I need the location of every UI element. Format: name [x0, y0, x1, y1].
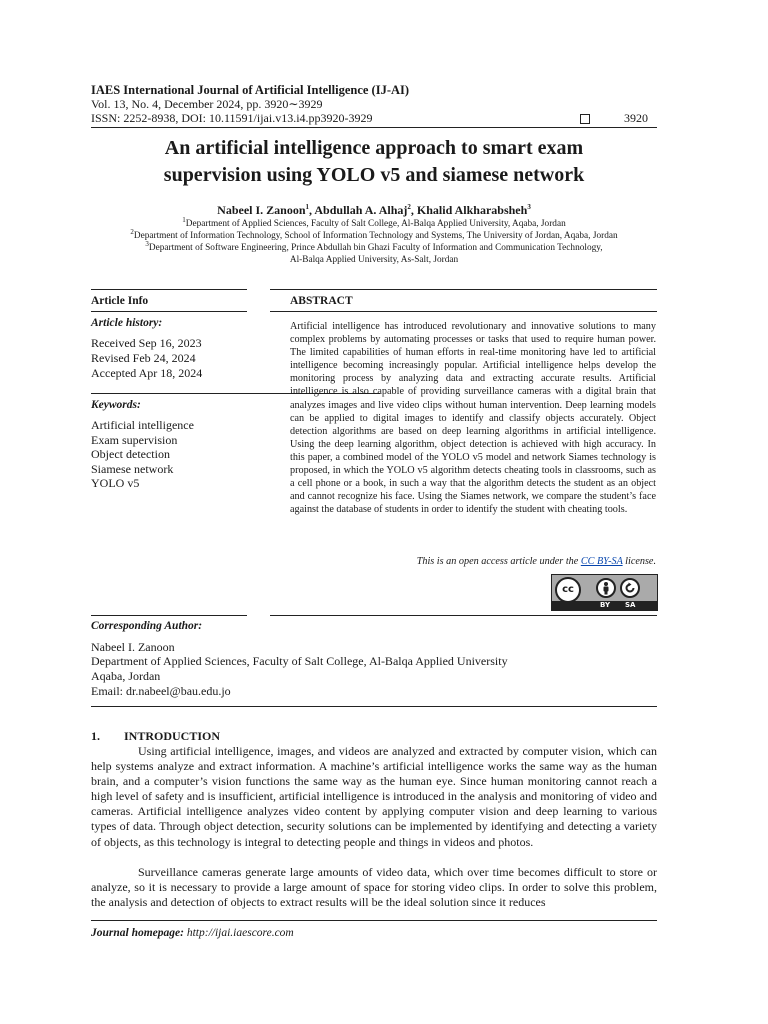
share-alike-icon: [620, 578, 640, 598]
keyword: Siamese network: [91, 462, 174, 476]
corresponding-name: Nabeel I. Zanoon: [91, 640, 175, 654]
corresponding-rule-right: [270, 615, 657, 616]
person-glyph: [598, 580, 614, 596]
affiliation-continued: Al-Balqa Applied University, As-Salt, Jordan: [289, 255, 459, 265]
homepage-link[interactable]: http://ijai.iaescore.com: [186, 927, 294, 939]
header-rule: [91, 127, 657, 128]
affiliation-sup: 2: [130, 227, 134, 236]
open-access-note: [290, 556, 656, 567]
corresponding-rule-left: [91, 615, 247, 616]
title-line-1: An artificial intelligence approach to smart exam: [164, 137, 584, 159]
abstract-heading-rule: [270, 311, 657, 312]
abstract-top-rule: [270, 289, 657, 290]
affiliation-text: Department of Applied Sciences, Faculty of Salt College, Al-Balqa Applied University, Aqaba, Jordan: [185, 219, 566, 229]
corresponding-dept: Department of Applied Sciences, Faculty of Salt College, Al-Balqa Applied University: [91, 654, 508, 668]
journal-issn-doi: ISSN: 2252-8938, DOI: 10.11591/ijai.v13.i4.pp3920-3929: [91, 111, 373, 125]
badge-sa-label: SA: [625, 601, 636, 609]
cc-by-sa-badge[interactable]: [551, 574, 658, 611]
intro-paragraph-2: Surveillance cameras generate large amounts of video data, which over time becomes difficult to store or analyze, so it is necessary to provide a large amount of space for storing video clips. In order to solve this problem, the analysis and detection of objects to extract results will be the ideal solution since it reduces: [91, 865, 657, 910]
square-icon: [580, 114, 590, 124]
page-number: 3920: [624, 111, 648, 125]
section-title: INTRODUCTION: [124, 729, 221, 743]
cc-icon: cc: [555, 577, 581, 603]
info-heading-rule: [91, 311, 247, 312]
corresponding-city: Aqaba, Jordan: [91, 669, 161, 683]
affiliation: [91, 215, 657, 230]
keywords-heading: Keywords:: [91, 399, 141, 411]
affiliation-text: Department of Information Technology, School of Information Technology and Systems, The University of Jordan, Aqaba, Jordan: [133, 231, 618, 241]
footer-rule: [91, 920, 657, 921]
abstract-text: Artificial intelligence has introduced revolutionary and innovative solutions to many complex problems by automating processes or tasks that used to require human power. The limited capabilities of human efforts in real-time monitoring have led to artificial intelligence becoming increasingly popular. Artificial intelligence helps develop the monitoring process by analyzing data and extracting accurate results. Artificial intelligence is also capable of providing surveillance cameras with a digital brain that analyzes images and live video clips without human intervention. Deep learning models can be applied to digital images to identify and classify objects accurately. Object detection algorithms are based on deep learning algorithms in artificial intelligence. Using the deep learning algorithm, object detection is achieved with high accuracy. In this paper, a combined model of the YOLO v5 model and network Siames technology is proposed, in which the YOLO v5 algorithm detects cheating tools in classrooms, such as a cell phone or a book, in such a way that the algorithm detects the student as an object and cannot recognize his face. Using the Siames network, we compare the student’s face against the database of students in order to identify the student with cheating tools.: [290, 321, 656, 516]
article-info-heading: Article Info: [91, 295, 149, 307]
keyword: Artificial intelligence: [91, 418, 194, 432]
license-link[interactable]: CC BY-SA: [580, 556, 623, 567]
homepage-label: Journal homepage:: [91, 927, 184, 939]
corresponding-bottom-rule: [91, 706, 657, 707]
title-line-2: supervision using YOLO v5 and siamese network: [163, 164, 585, 186]
affiliation-text: Department of Software Engineering, Prince Abdullah bin Ghazi Faculty of Information and Communication Technology,: [148, 243, 603, 253]
person-icon: [596, 578, 616, 598]
corresponding-heading: Corresponding Author:: [91, 620, 203, 632]
intro-paragraph-1: Using artificial intelligence, images, and videos are analyzed and extracted by computer vision, which can help systems analyze and extract information. A machine’s artificial intelligence works the same way as the human brain, and a computer’s vision functions the same way as the human eye. Since human monitoring cannot reach a high level of safety and is insufficient, artificial intelligence is introduced in the analysis and monitoring of video and cameras. Artificial intelligence analyzes video content by applying computer vision and deep learning to various types of data. Through object detection, security solutions can be implemented by identifying and detecting a variety of objects, as this technology is integral to detecting people and things in videos and photos.: [91, 744, 657, 849]
author-name: Khalid Alkharabsheh: [416, 203, 528, 217]
affiliation: [91, 227, 657, 242]
info-top-rule: [91, 289, 247, 290]
revised-date: Revised Feb 24, 2024: [91, 351, 196, 365]
license-prefix: This is an open access article under the: [416, 556, 579, 567]
license-suffix: license.: [625, 556, 656, 567]
journal-volume: Vol. 13, No. 4, December 2024, pp. 3920∼3929: [91, 97, 323, 111]
intro-heading: [91, 729, 220, 744]
author-name: Nabeel I. Zanoon: [217, 203, 306, 217]
journal-homepage: [91, 927, 294, 939]
author-sup: 1: [305, 203, 310, 211]
affiliation: [91, 239, 657, 254]
affiliation-sup: 3: [145, 239, 149, 248]
share-alike-glyph: [622, 580, 638, 596]
affiliation-sup: 1: [182, 215, 186, 224]
corresponding-email: Email: dr.nabeel@bau.edu.jo: [91, 684, 231, 698]
keyword: YOLO v5: [91, 476, 140, 490]
author-sup: 3: [527, 203, 531, 211]
abstract-heading: ABSTRACT: [290, 295, 353, 307]
accepted-date: Accepted Apr 18, 2024: [91, 366, 203, 380]
paper-title: [91, 135, 657, 189]
article-history-heading: Article history:: [91, 317, 163, 329]
author-list: Nabeel I. Zanoon$^1$, Abdullah A. Alhaj$^2$, Khalid Alkharabsheh$^3$: [217, 203, 531, 217]
section-number: 1.: [91, 729, 100, 743]
journal-name: IAES International Journal of Artificial Intelligence (IJ-AI): [91, 83, 410, 97]
keyword: Object detection: [91, 447, 170, 461]
author-name: Abdullah A. Alhaj: [314, 203, 408, 217]
keyword: Exam supervision: [91, 433, 178, 447]
badge-by-label: BY: [600, 601, 611, 609]
author-sup: 2: [407, 203, 411, 211]
received-date: Received Sep 16, 2023: [91, 336, 202, 350]
